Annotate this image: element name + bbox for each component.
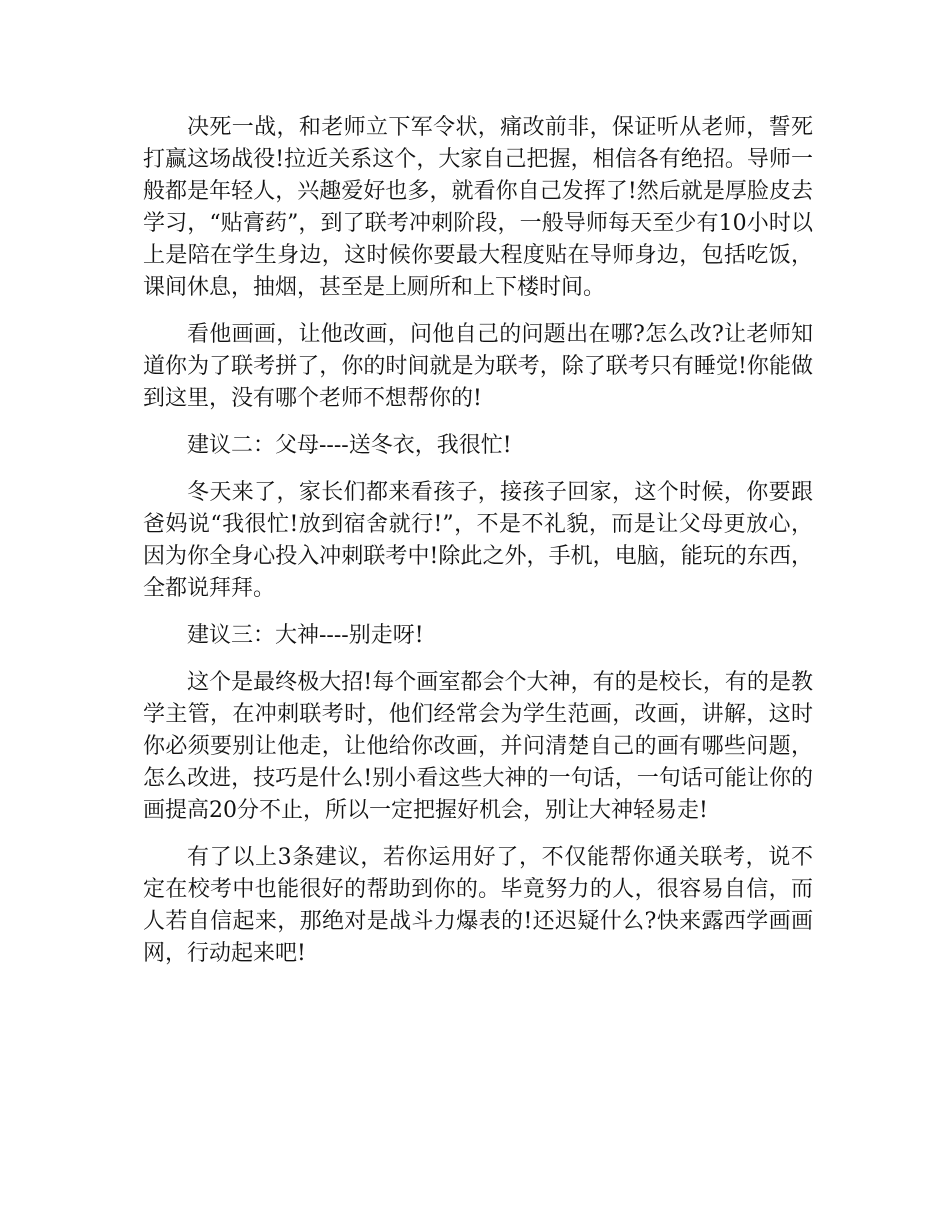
paragraph-watch-teacher: 看他画画，让他改画，问他自己的问题出在哪?怎么改?让老师知道你为了联考拼了，你的时间就是为联考，除了联考只有睡觉!你能做到这里，没有哪个老师不想帮你的! bbox=[143, 322, 813, 411]
heading-suggestion-two: 建议二：父母----送冬衣，我很忙! bbox=[187, 433, 512, 458]
heading-suggestion-three: 建议三：大神----别走呀! bbox=[187, 623, 424, 648]
document-page bbox=[143, 112, 813, 970]
paragraph-conclusion: 有了以上3条建议，若你运用好了，不仅能帮你通关联考，说不定在校考中也能很好的帮助到你的。毕竟努力的人，很容易自信，而人若自信起来，那绝对是战斗力爆表的!还迟疑什么?快来露西学画画网，行动起来吧! bbox=[143, 845, 813, 966]
paragraph-parents-winter: 冬天来了，家长们都来看孩子，接孩子回家，这个时候，你要跟爸妈说“我很忙!放到宿舍就行!”，不是不礼貌，而是让父母更放心，因为你全身心投入冲刺联考中!除此之外，手机，电脑，能玩的东西，全都说拜拜。 bbox=[143, 480, 813, 601]
paragraph-master-teacher: 这个是最终极大招!每个画室都会个大神，有的是校长，有的是教学主管，在冲刺联考时，他们经常会为学生范画，改画，讲解，这时你必须要别让他走，让他给你改画，并问清楚自己的画有哪些问题，怎么改进，技巧是什么!别小看这些大神的一句话，一句话可能让你的画提高20分不止，所以一定把握好机会，别让大神轻易走! bbox=[143, 670, 813, 823]
paragraph-military-pledge: 决死一战，和老师立下军令状，痛改前非，保证听从老师，誓死打赢这场战役!拉近关系这个，大家自己把握，相信各有绝招。导师一般都是年轻人，兴趣爱好也多，就看你自己发挥了!然后就是厚脸皮去学习，“贴膏药”，到了联考冲刺阶段，一般导师每天至少有10小时以上是陪在学生身边，这时候你要最大程度贴在导师身边，包括吃饭，课间休息，抽烟，甚至是上厕所和上下楼时间。 bbox=[143, 115, 813, 300]
